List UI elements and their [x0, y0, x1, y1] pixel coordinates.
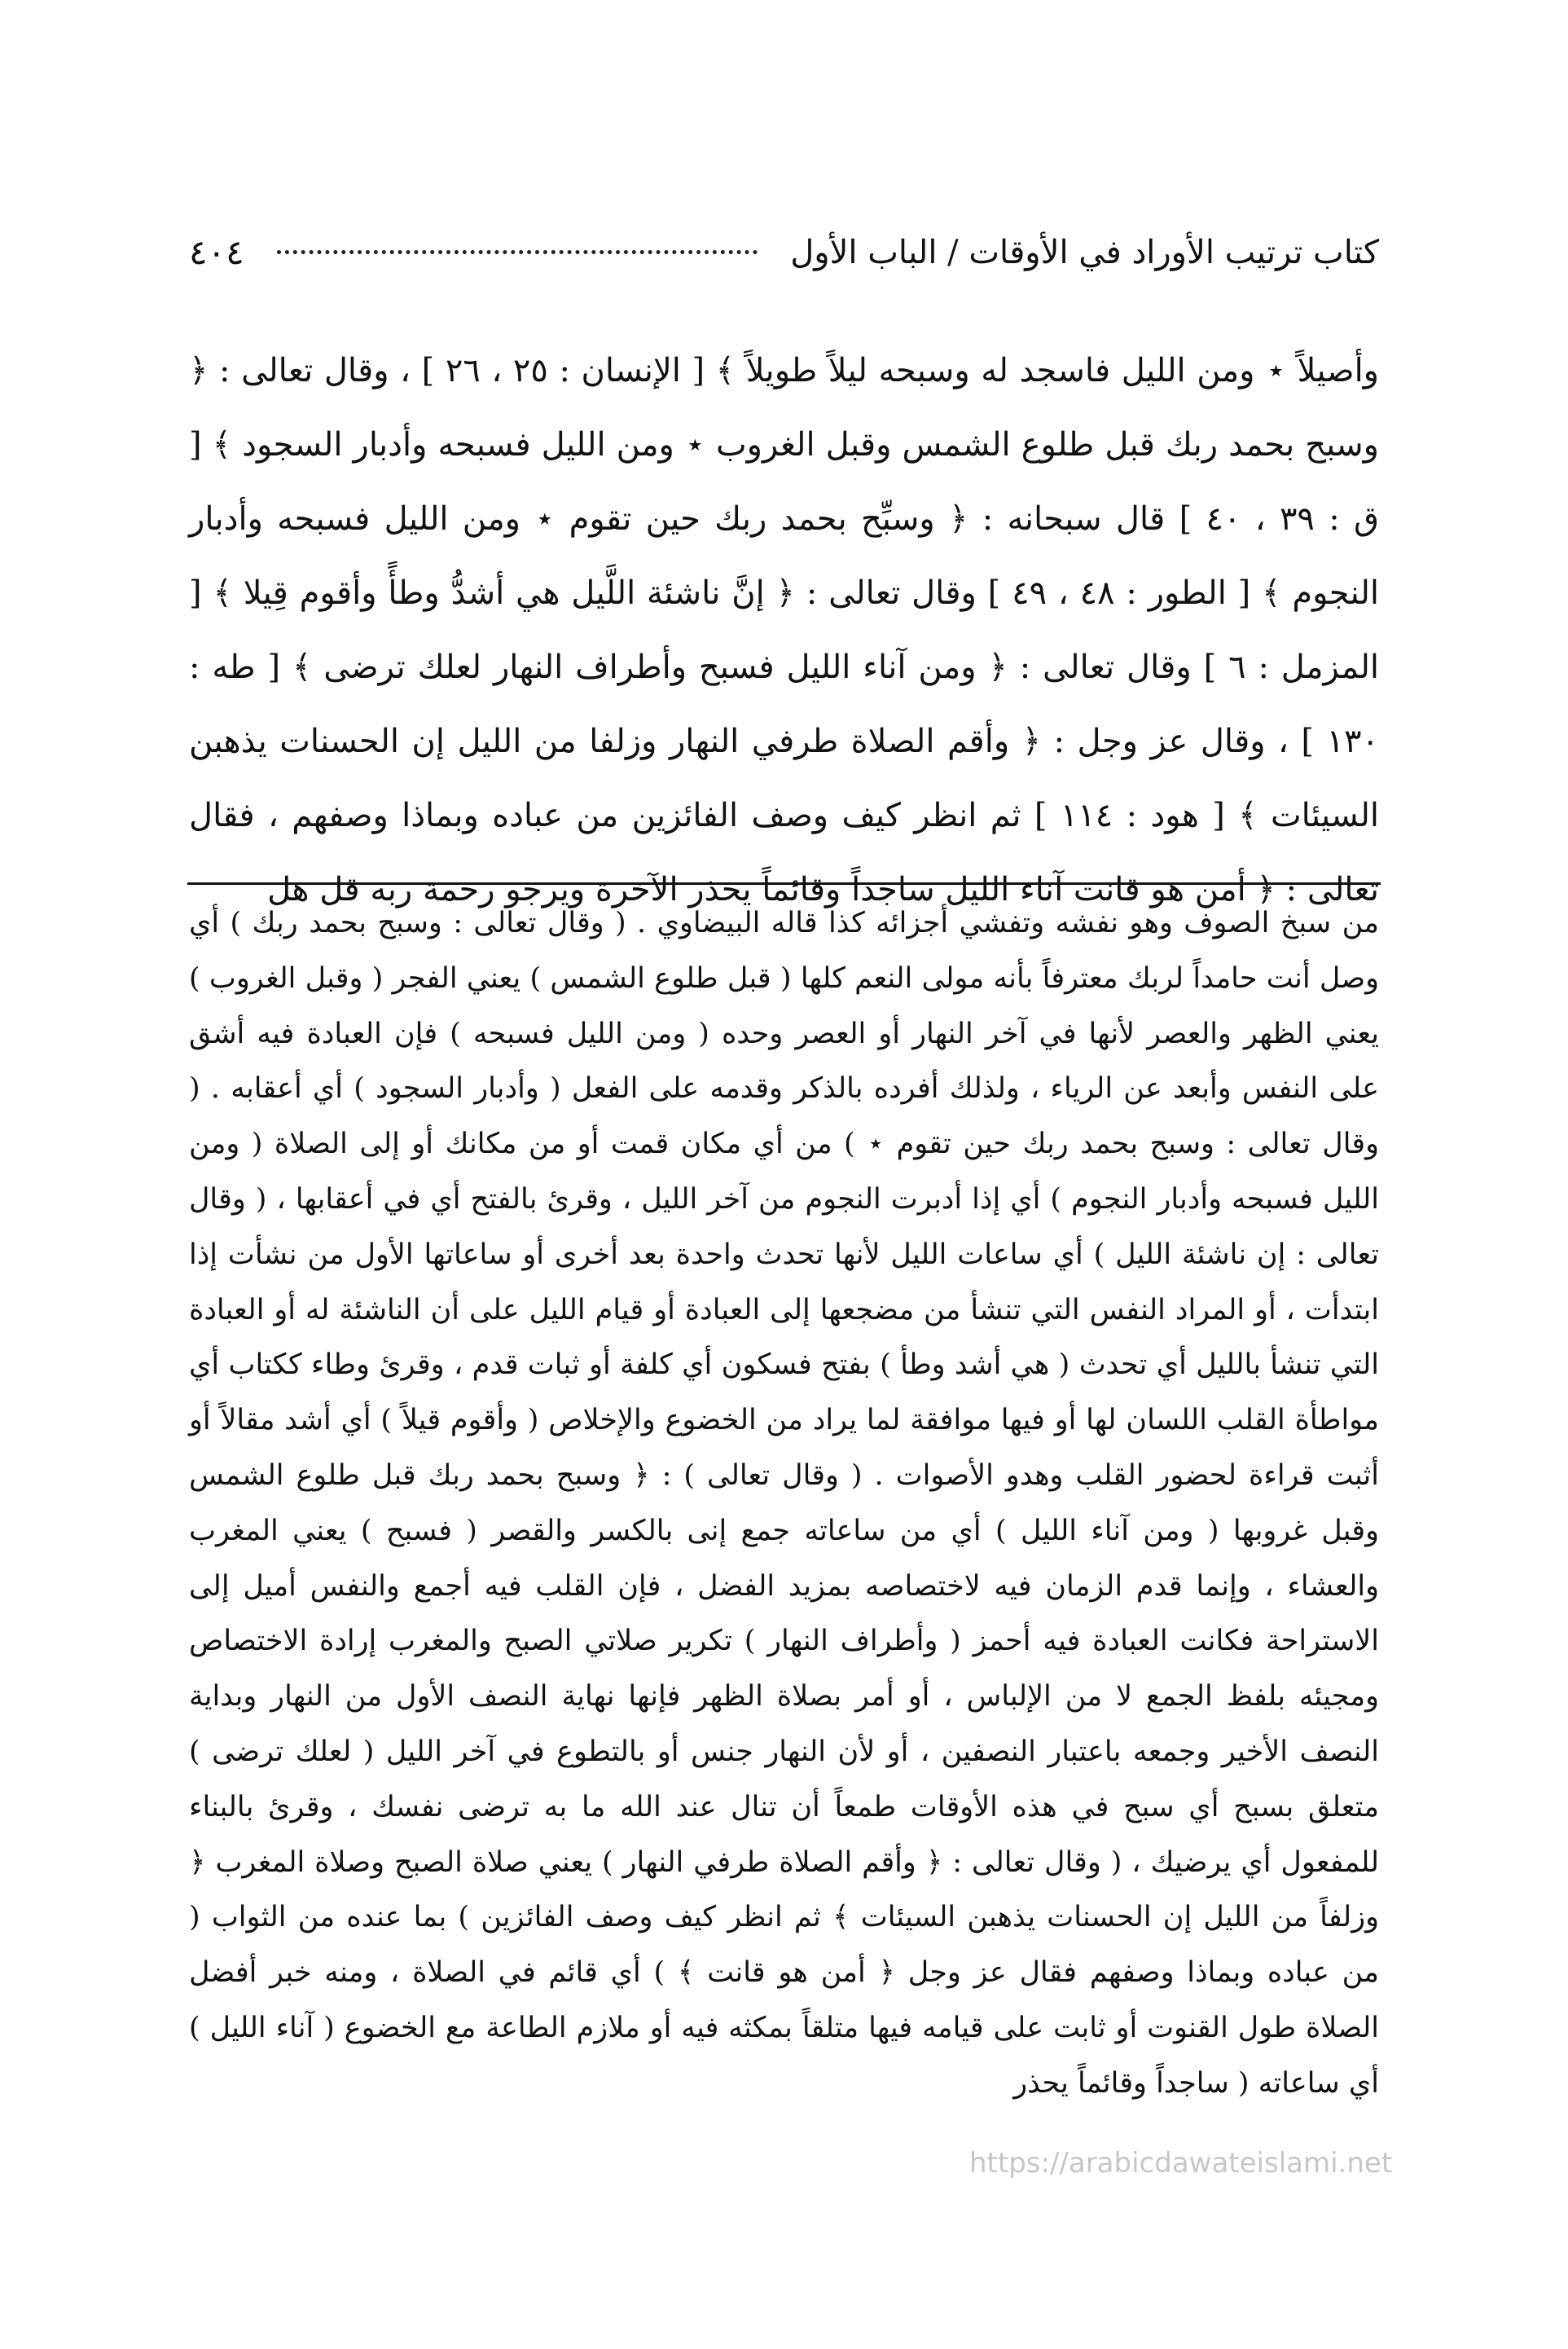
watermark: https://arabicdawateislami.net: [969, 2147, 1393, 2180]
dotted-leader: [277, 250, 758, 254]
running-head: [189, 232, 1379, 272]
main-paragraph: وأصيلاً ⋆ ومن الليل فاسجد له وسبحه ليلاً طويلاً ﴾ [ الإنسان : ٢٥ ، ٢٦ ] ، وقال تعالى : ﴿ وسبح بحمد ربك قبل طلوع الشمس وقبل الغروب ⋆ ومن الليل فسبحه وأدبار السجود ﴾ [ ق : ٣٩ ، ٤٠ ] قال سبحانه : ﴿ وسبِّح بحمد ربك حين تقوم ⋆ ومن الليل فسبحه وأدبار النجوم ﴾ [ الطور : ٤٨ ، ٤٩ ] وقال تعالى : ﴿ إنَّ ناشئة اللَّيل هي أشدُّ وطأً وأقوم قِيلا ﴾ [ المزمل : ٦ ] وقال تعالى : ﴿ ومن آناء الليل فسبح وأطراف النهار لعلك ترضى ﴾ [ طه : ١٣٠ ] ، وقال عز وجل : ﴿ وأقم الصلاة طرفي النهار وزلفا من الليل إن الحسنات يذهبن السيئات ﴾ [ هود : ١١٤ ] ثم انظر كيف وصف الفائزين من عباده وبماذا وصفهم ، فقال تعالى : ﴿ أمن هو قانت آناء الليل ساجداً وقائماً يحذر الآخرة ويرجو رحمة ربه قل هل: [189, 352, 1380, 908]
commentary-paragraph: من سبخ الصوف وهو نفشه وتفشي أجزائه كذا قاله البيضاوي . ( وقال تعالى : وسبح بحمد ربك ) أي وصل أنت حامداً لربك معترفاً بأنه مولى النعم كلها ( قبل طلوع الشمس ) يعني الفجر ( وقبل الغروب ) يعني الظهر والعصر لأنها في آخر النهار أو العصر وحده ( ومن الليل فسبحه ) فإن العبادة فيه أشق على النفس وأبعد عن الرياء ، ولذلك أفرده بالذكر وقدمه على الفعل ( وأدبار السجود ) أي أعقابه . ( وقال تعالى : وسبح بحمد ربك حين تقوم ⋆ ) من أي مكان قمت أو من مكانك أو إلى الصلاة ( ومن الليل فسبحه وأدبار النجوم ) أي إذا أدبرت النجوم من آخر الليل ، وقرئ بالفتح أي في أعقابها ، ( وقال تعالى : إن ناشئة الليل ) أي ساعات الليل لأنها تحدث واحدة بعد أخرى أو ساعاتها الأول من نشأت إذا ابتدأت ، أو المراد النفس التي تنشأ من مضجعها إلى العبادة أو قيام الليل على أن الناشئة له أو العبادة التي تنشأ بالليل أي تحدث ( هي أشد وطأ ) بفتح فسكون أي كلفة أو ثبات قدم ، وقرئ وطاء ككتاب أي مواطأة القلب اللسان لها أو فيها موافقة لما يراد من الخضوع والإخلاص ( وأقوم قيلاً ) أي أشد مقالاً أو أثبت قراءة لحضور القلب وهدو الأصوات . ( وقال تعالى ) : ﴿ وسبح بحمد ربك قبل طلوع الشمس وقبل غروبها ( ومن آناء الليل ) أي من ساعاته جمع إنى بالكسر والقصر ( فسبح ) يعني المغرب والعشاء ، وإنما قدم الزمان فيه لاختصاصه بمزيد الفضل ، فإن القلب فيه أجمع والنفس أميل إلى الاستراحة فكانت العبادة فيه أحمز ( وأطراف النهار ) تكرير صلاتي الصبح والمغرب إرادة الاختصاص ومجيئه بلفظ الجمع لا من الإلباس ، أو أمر بصلاة الظهر فإنها نهاية النصف الأول من النهار وبداية النصف الأخير وجمعه باعتبار النصفين ، أو لأن النهار جنس أو بالتطوع في آخر الليل ( لعلك ترضى ) متعلق بسبح أي سبح في هذه الأوقات طمعاً أن تنال عند الله ما به ترضى نفسك ، وقرئ بالبناء للمفعول أي يرضيك ، ( وقال تعالى : ﴿ وأقم الصلاة طرفي النهار ) يعني صلاة الصبح وصلاة المغرب ﴿ وزلفاً من الليل إن الحسنات يذهبن السيئات ﴾ ثم انظر كيف وصف الفائزين ) بما عنده من الثواب ( من عباده وبماذا وصفهم فقال عز وجل ﴿ أمن هو قانت ﴾ ) أي قائم في الصلاة ، ومنه خبر أفضل الصلاة طول القنوت أو ثابت على قيامه فيها متلقاً بمكثه فيه أو ملازم الطاعة مع الخضوع ( آناء الليل ) أي ساعاته ( ساجداً وقائماً يحذر: [189, 907, 1379, 2100]
page-number: ٤٠٤: [189, 232, 244, 272]
main-text: [189, 334, 1379, 927]
commentary-text: [189, 896, 1379, 2112]
chapter-title: كتاب ترتيب الأوراد في الأوقات / الباب الأول: [790, 233, 1379, 271]
separator-line: [187, 882, 1381, 885]
